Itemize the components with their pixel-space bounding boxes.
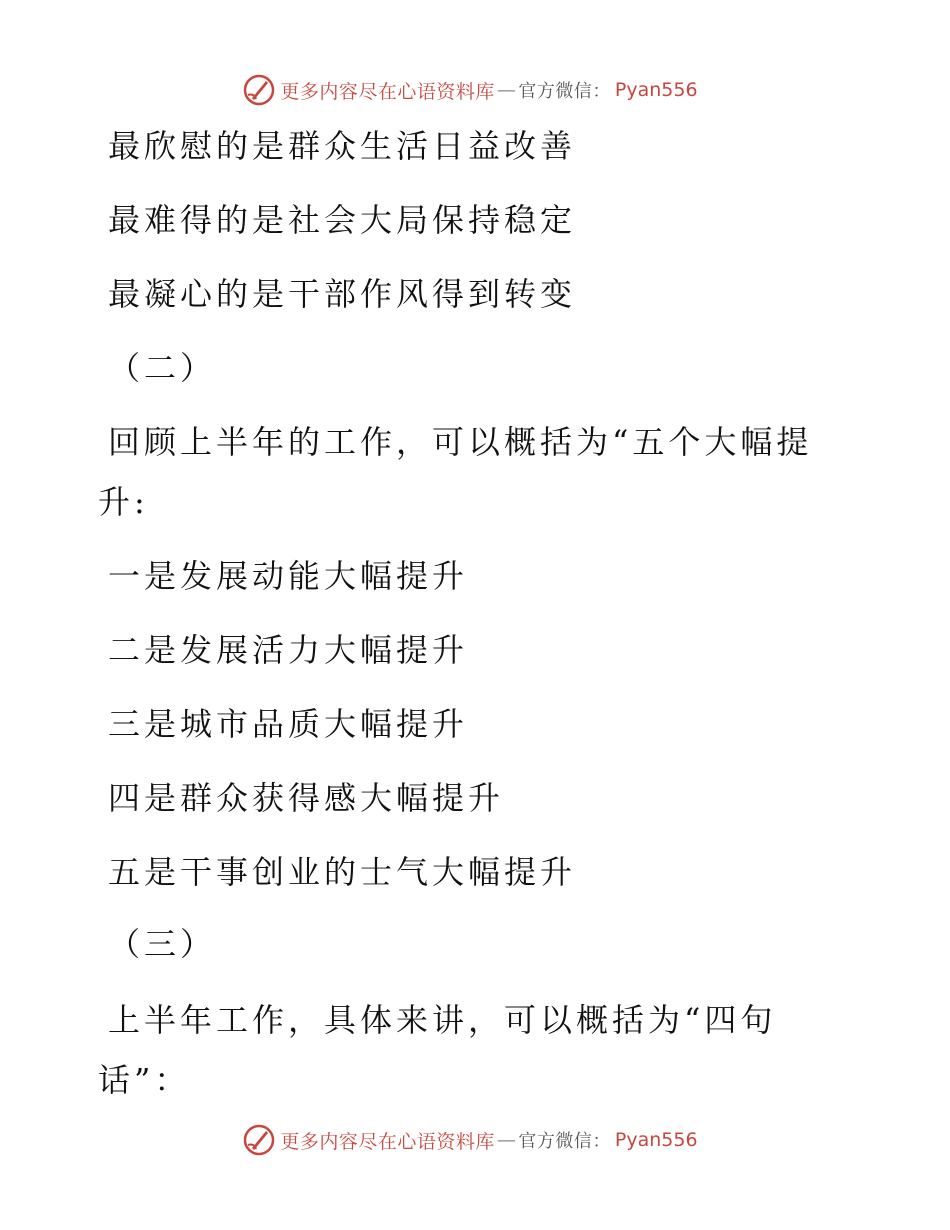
text-line-2: 最难得的是社会大局保持稳定 [108,201,577,239]
list-item-4: 四是群众获得感大幅提升 [108,779,505,817]
list-item-2: 二是发展活力大幅提升 [108,631,469,669]
watermark-official-label: 官方微信： [518,1131,611,1152]
section-heading-2: （二） [108,349,217,387]
text-line-6: 升: [98,483,149,521]
text-line-5: 回顾上半年的工作，可以概括为“五个大幅提 [108,423,813,461]
list-item-3: 三是城市品质大幅提升 [108,705,469,743]
watermark-separator: — [496,1129,517,1151]
text-line-14: 话”： [98,1061,191,1099]
section-heading-3: （三） [108,925,217,963]
watermark-content [242,1123,697,1157]
header-watermark [0,70,950,110]
quill-pen-logo-icon [242,1123,276,1157]
watermark-wechat-id: Pyan556 [614,1129,698,1151]
list-item-5: 五是干事创业的士气大幅提升 [108,853,577,891]
watermark-text: 更多内容尽在心语资料库 [280,1130,495,1153]
list-item-1: 一是发展动能大幅提升 [108,557,469,595]
quill-pen-logo-icon [242,73,276,107]
footer-watermark [0,1120,950,1160]
watermark-text: 更多内容尽在心语资料库 [280,80,495,103]
watermark-content [242,73,697,107]
text-line-3: 最凝心的是干部作风得到转变 [108,275,577,313]
text-line-13: 上半年工作，具体来讲，可以概括为“四句 [108,1001,777,1039]
watermark-official-label: 官方微信： [518,81,611,102]
text-line-1: 最欣慰的是群众生活日益改善 [108,127,577,165]
watermark-separator: — [496,79,517,101]
watermark-wechat-id: Pyan556 [614,79,698,101]
